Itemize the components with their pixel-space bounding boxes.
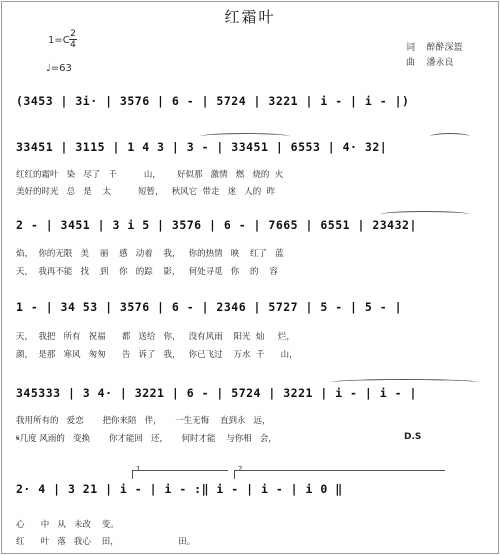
lyric-line-3a: 天， 我把 所有 祝福 都 送给 你， 没有风雨 阳光 灿 烂， [16, 332, 295, 342]
time-signature [68, 29, 78, 50]
meter-top: 2 [70, 29, 76, 39]
notation-line-3: 1 - | 34 53 | 3576 | 6 - | 2346 | 5727 | 5 - | 5 - | [16, 300, 403, 314]
volta-1-bracket [132, 470, 228, 479]
song-title: 红霜叶 [224, 8, 276, 26]
notation-line-1: 33451 | 3115 | 1 4 3 | 3 - | 33451 | 6553 | 4· 32| [16, 140, 388, 154]
key-signature: 1=C [48, 35, 70, 46]
volta-2-label: 2 [238, 465, 243, 473]
meter-bottom: 4 [70, 40, 76, 50]
lyric-line-5b: 红 叶 落 我心 田， 田。 [16, 537, 196, 547]
lyric-line-1a: 红红的霜叶 染 尽了 千 山， 好似那 激情 燃 烧的 火 [16, 170, 284, 180]
lyric-line-3b: 颜， 是那 寒风 匆匆 告 诉了 我， 你已飞过 万水 千 山， [16, 350, 298, 360]
volta-1-label: 1 [136, 465, 141, 473]
composer-name: 潘永良 [426, 58, 454, 68]
music-label: 曲 [406, 58, 416, 68]
lyric-line-1b: 美好的时光 总 是 太 短暂， 秋风它 带走 迷 人的 昨 [16, 187, 276, 197]
notation-line-4: 345333 | 3 4· | 3221 | 6 - | 5724 | 3221 | i - | i - | [16, 386, 417, 400]
slur [380, 211, 470, 218]
notation-line-5: 2· 4 | 3 21 | i - | i - :‖ i - | i - | i 0 ‖ [16, 482, 343, 496]
notation-line-2: 2 - | 3451 | 3 i 5 | 3576 | 6 - | 7665 | 6551 | 23432| [16, 218, 417, 232]
lyric-label: 词 [406, 43, 416, 53]
volta-2-bracket [234, 470, 445, 479]
lyric-line-5a: 心 中 从 未改 变。 [16, 520, 119, 530]
tempo-mark: ♩=63 [46, 63, 72, 74]
lyric-line-2b: 天， 我再不能 找 到 你 的踪 影， 何处寻觅 你 的 容 [16, 267, 278, 277]
lyricist-credit [406, 40, 462, 53]
slur [200, 133, 290, 140]
slur [330, 379, 480, 386]
lyricist-name: 醉酔深篮 [426, 43, 463, 53]
dal-segno-mark: D.S [404, 432, 422, 442]
lyric-line-4b: 𝄋几度 风雨的 变换 你才能回 还， 何时才能 与你相 会， [16, 434, 277, 444]
lyric-line-2a: 焰， 你的无限 美 丽 感 动着 我， 你的热情 映 红了 蓝 [16, 249, 284, 259]
slur [430, 133, 470, 140]
composer-credit [406, 55, 453, 68]
lyric-line-4a: 我用所有的 爱恋 把你来陪 伴， 一生无悔 直到永 远， [16, 416, 271, 426]
notation-line-intro: (3453 | 3i· | 3576 | 6 - | 5724 | 3221 | i - | i - |) [16, 94, 410, 108]
